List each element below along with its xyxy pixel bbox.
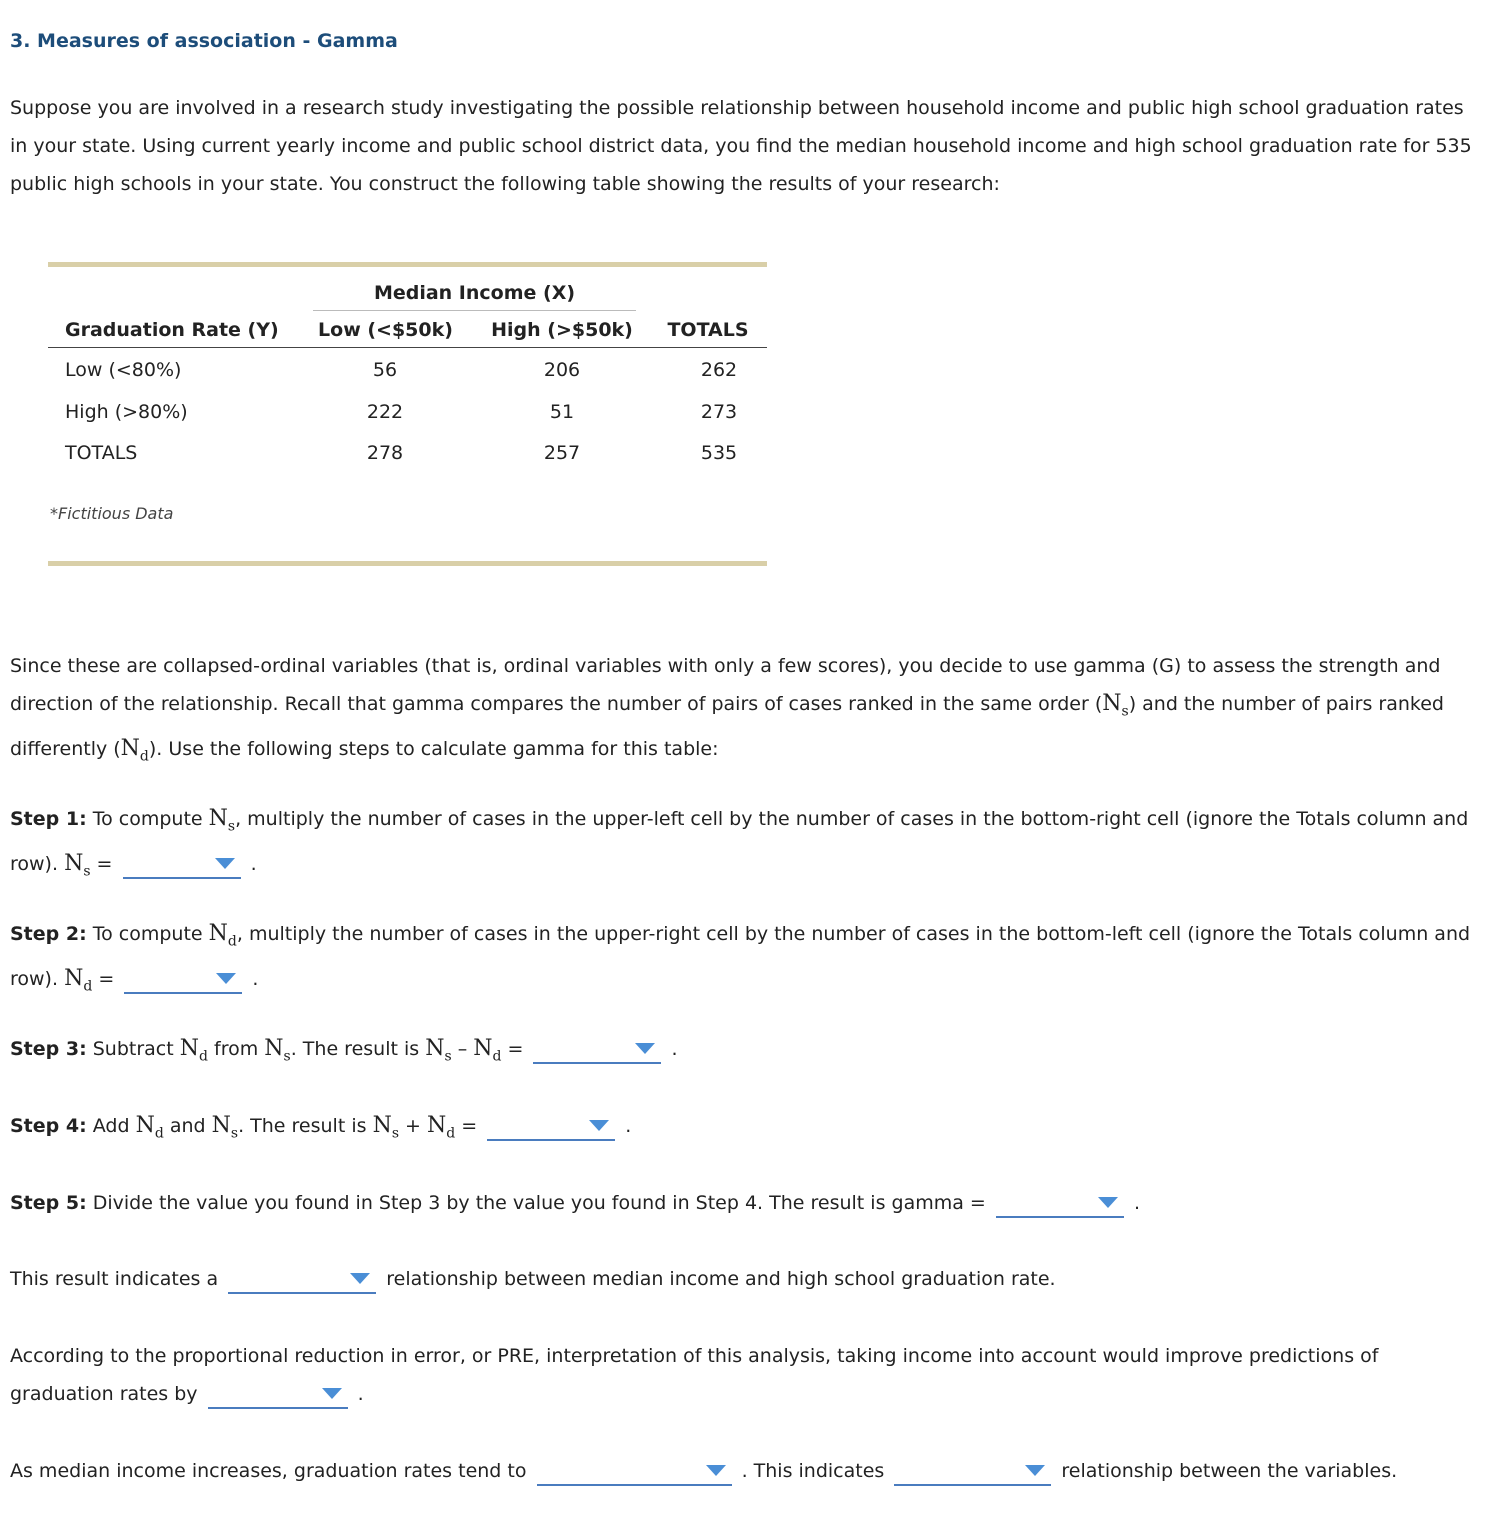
step3-difference-dropdown[interactable]	[533, 1036, 661, 1064]
result-sentence: This result indicates a relationship between median income and high school graduation rate.	[10, 1260, 1485, 1298]
step-4: Step 4: Add $N_d$ and $N_s$. The result is $N_s + N_d$ = .	[10, 1113, 632, 1142]
nd-symbol: $N_d$	[120, 736, 149, 765]
table-cell: 222	[366, 401, 404, 423]
step2-nd-dropdown[interactable]	[124, 966, 242, 994]
step-5: Step 5: Divide the value you found in Step 3 by the value you found in Step 4. The result is gamma = .	[10, 1184, 1485, 1222]
step-1: Step 1: To compute $N_s$, multiply the number of cases in the upper-left cell by the number of cases in the bottom-right cell (ignore the Totals column and row). $N_s$ = .	[10, 806, 1469, 880]
chevron-down-icon	[706, 1465, 726, 1476]
chevron-down-icon	[1098, 1197, 1118, 1208]
step1-ns-dropdown[interactable]	[123, 851, 241, 879]
row-label: Low (<80%)	[65, 359, 182, 381]
nd-symbol: $N_d$	[473, 1036, 502, 1065]
step5-gamma-dropdown[interactable]	[996, 1190, 1124, 1218]
explain-part: ) and the number of pairs ranked differently (	[10, 693, 1444, 761]
ns-symbol: $N_s$	[1102, 691, 1129, 720]
nd-symbol: $N_d$	[208, 921, 237, 950]
chevron-down-icon	[215, 858, 235, 869]
chevron-down-icon	[589, 1120, 609, 1131]
graduation-trend-dropdown[interactable]	[537, 1458, 732, 1486]
intro-paragraph: Suppose you are involved in a research study investigating the possible relationship between household income and public high school graduation rates in your state. Using current yearly income and public school district data, you find the median household income and high school graduation rate for 535 public high schools in your state. You construct the following table showing the results of your research:	[10, 97, 1472, 195]
step-label: Step 2:	[10, 923, 87, 945]
header-rule	[48, 347, 767, 348]
chevron-down-icon	[1025, 1465, 1045, 1476]
step-2: Step 2: To compute $N_d$, multiply the number of cases in the upper-right cell by the number of cases in the bottom-left cell (ignore the Totals column and row). $N_d$ = .	[10, 921, 1471, 995]
explain-part: Since these are collapsed-ordinal variables (that is, ordinal variables with only a few scores), you decide to use gamma (G) to assess the strength and direction of the relationship. Recall that gamma compares the number of pairs of cases ranked in the same order (	[10, 655, 1441, 715]
header-divider	[313, 310, 636, 311]
pre-improvement-dropdown[interactable]	[208, 1381, 348, 1409]
chevron-down-icon	[322, 1388, 342, 1399]
ns-symbol: $N_s$	[372, 1113, 399, 1142]
step-label: Step 1:	[10, 808, 87, 830]
pre-sentence: According to the proportional reduction in error, or PRE, interpretation of this analysis, taking income into account would improve predictions of graduation rates by .	[10, 1337, 1485, 1413]
step-label: Step 3:	[10, 1038, 87, 1060]
table-top-border	[48, 262, 767, 267]
table-cell: 56	[372, 359, 398, 381]
relationship-direction-dropdown[interactable]	[894, 1458, 1051, 1486]
nd-symbol: $N_d$	[135, 1113, 164, 1142]
column-header-totals: TOTALS	[667, 319, 749, 341]
table-cell: 535	[700, 442, 738, 464]
table-cell: 257	[543, 442, 581, 464]
column-header-high: High (>$50k)	[491, 319, 633, 341]
nd-symbol: $N_d$	[179, 1036, 208, 1065]
step-label: Step 5:	[10, 1192, 87, 1214]
ns-symbol: $N_s$	[264, 1036, 291, 1065]
ns-symbol: $N_s$	[208, 806, 236, 835]
chevron-down-icon	[635, 1043, 655, 1054]
chevron-down-icon	[350, 1273, 370, 1284]
step-label: Step 4:	[10, 1115, 87, 1137]
row-header: Graduation Rate (Y)	[65, 319, 279, 341]
row-label: TOTALS	[65, 442, 138, 464]
ns-symbol: $N_s$	[64, 851, 91, 880]
ns-symbol: $N_s$	[211, 1113, 239, 1142]
footnote: *Fictitious Data	[50, 504, 174, 523]
chevron-down-icon	[216, 973, 236, 984]
table-bottom-border	[48, 561, 767, 566]
table-cell: 206	[543, 359, 581, 381]
table-cell: 273	[700, 401, 738, 423]
column-header-low: Low (<$50k)	[318, 319, 453, 341]
step4-sum-dropdown[interactable]	[487, 1113, 615, 1141]
table-cell: 262	[700, 359, 738, 381]
relationship-strength-dropdown[interactable]	[228, 1266, 376, 1294]
direction-sentence: As median income increases, graduation rates tend to . This indicates relationship between the variables.	[10, 1452, 1485, 1490]
table-cell: 51	[549, 401, 575, 423]
step-3: Step 3: Subtract $N_d$ from $N_s$. The result is $N_s - N_d$ = .	[10, 1036, 678, 1065]
page-title: 3. Measures of association - Gamma	[10, 30, 398, 52]
nd-symbol: $N_d$	[427, 1113, 456, 1142]
explain-part: ). Use the following steps to calculate gamma for this table:	[148, 738, 719, 761]
column-group-header: Median Income (X)	[373, 282, 576, 304]
table-cell: 278	[366, 442, 404, 464]
ns-symbol: $N_s$	[425, 1036, 452, 1065]
explanation-paragraph	[10, 647, 1485, 776]
nd-symbol: $N_d$	[64, 966, 93, 995]
row-label: High (>80%)	[65, 401, 188, 423]
